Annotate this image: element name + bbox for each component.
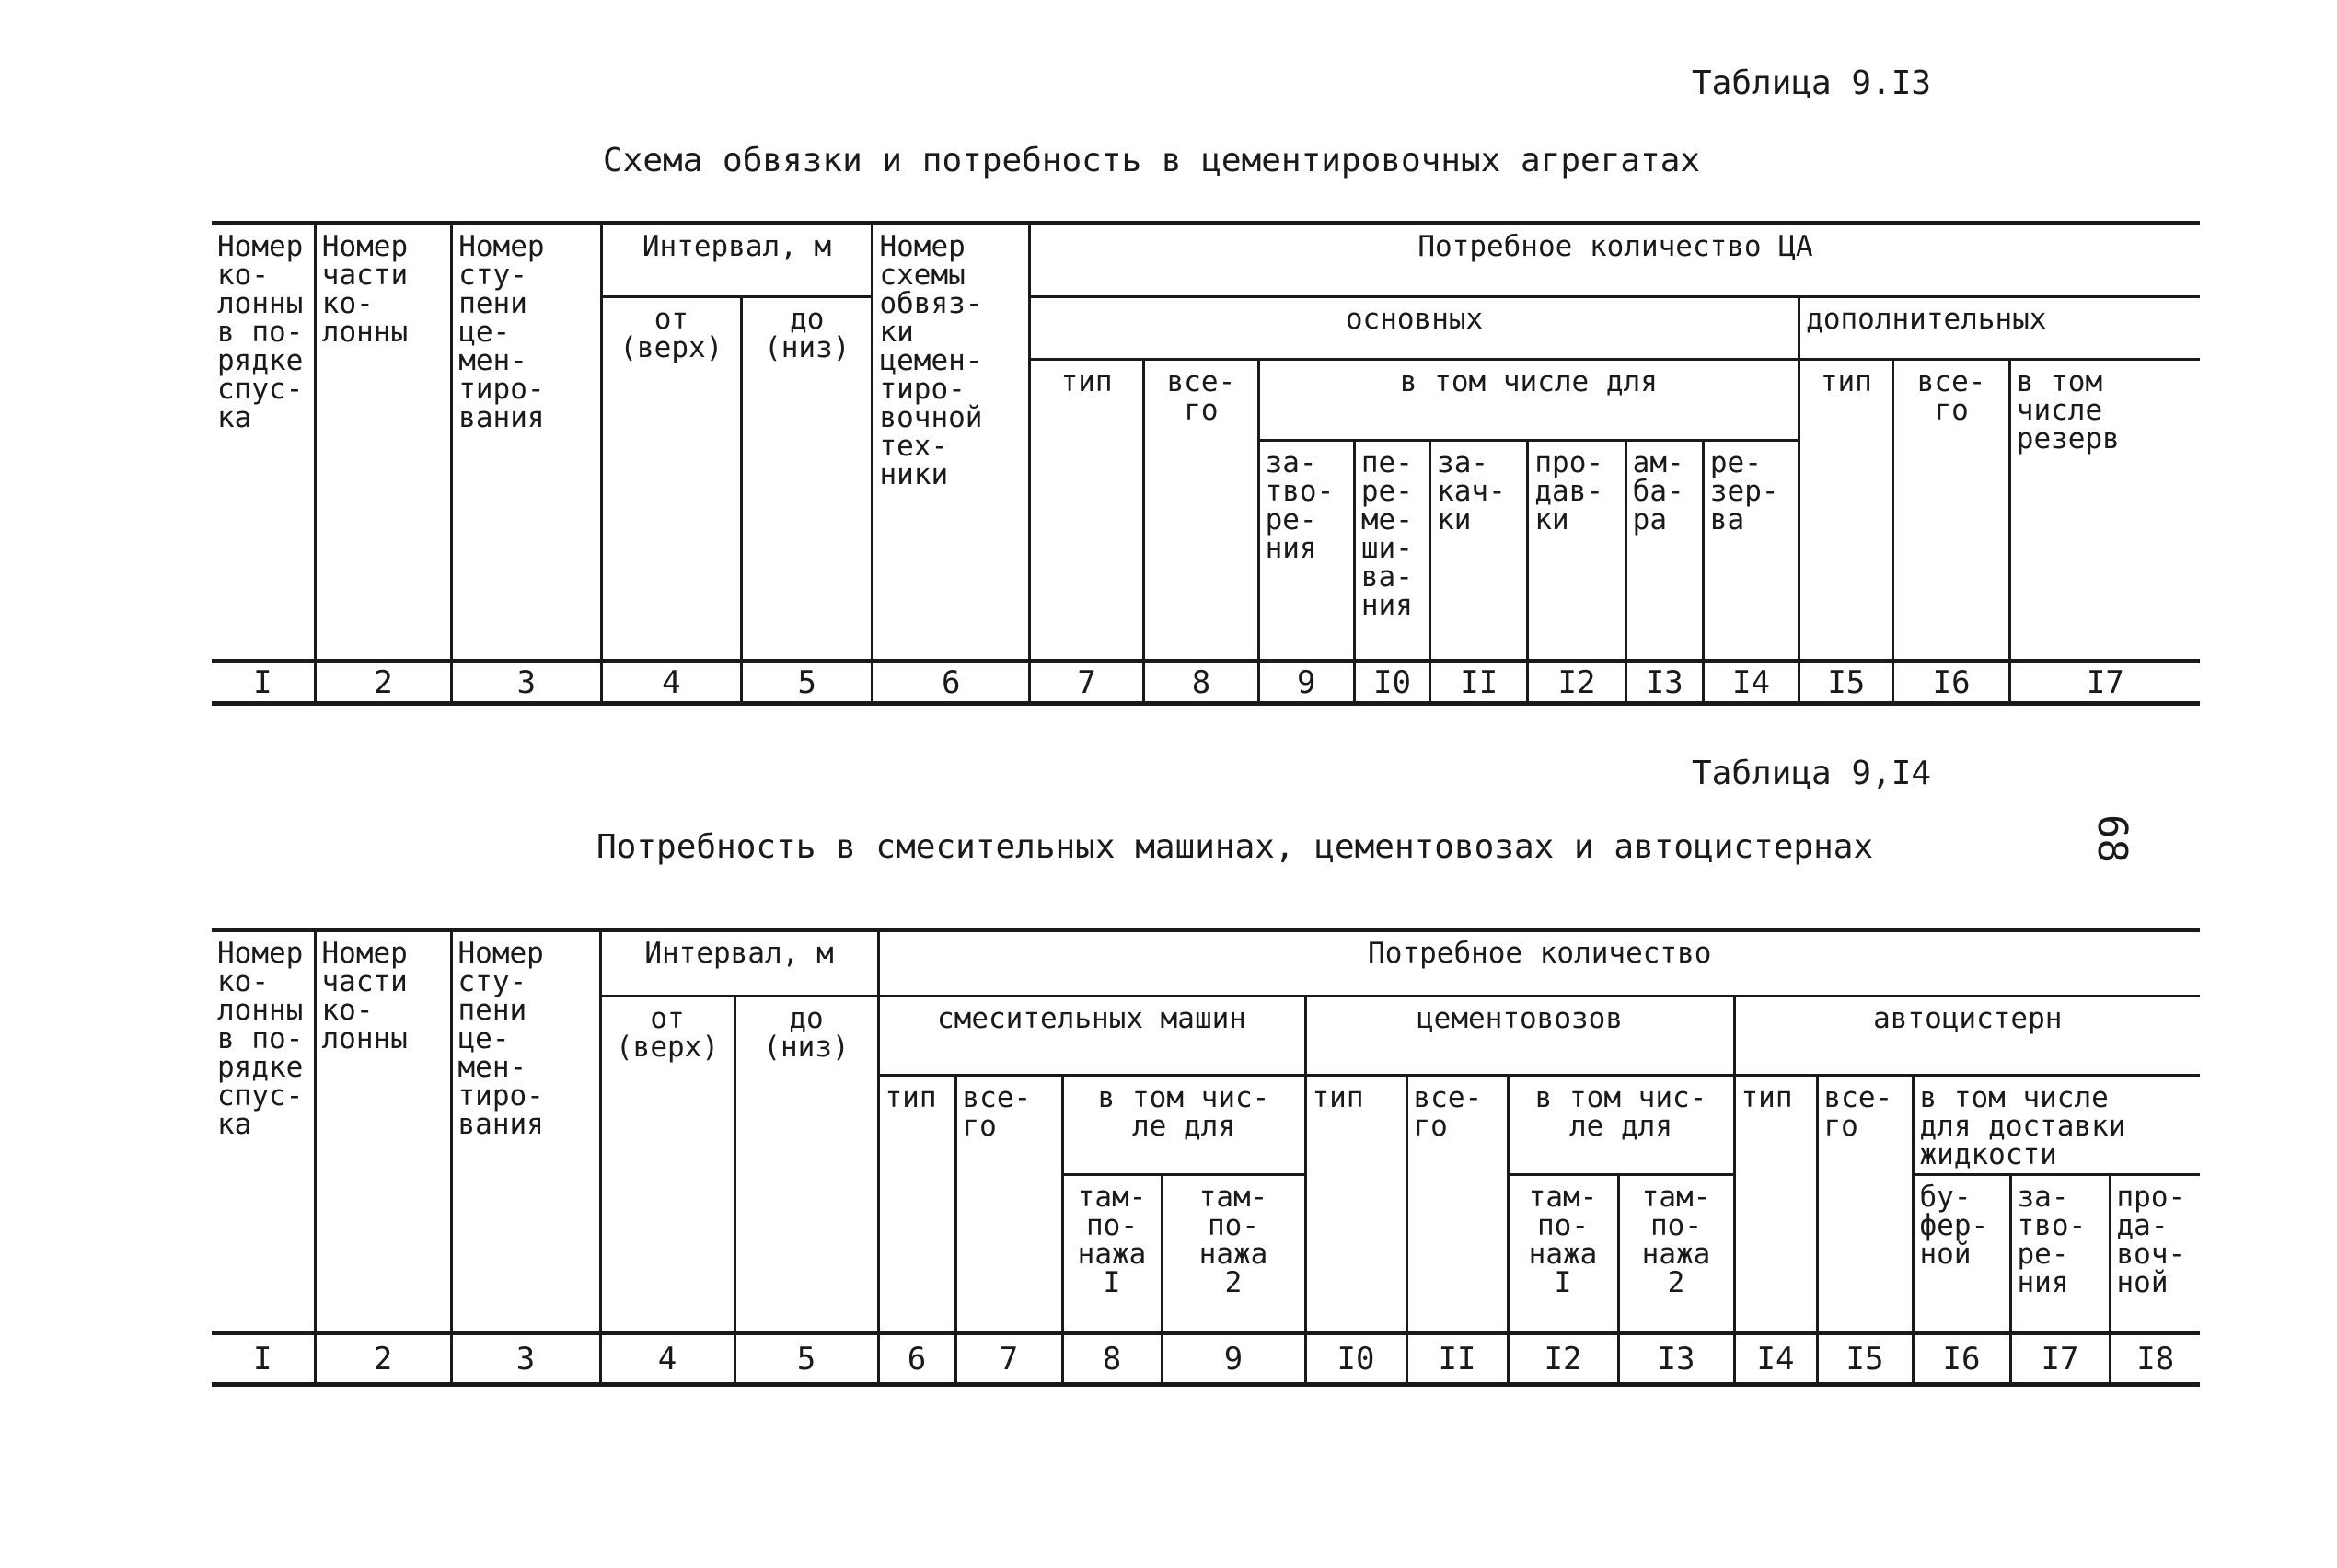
col-number: 8 bbox=[1062, 1333, 1162, 1385]
table2-title: Потребность в смесительных машинах, цементовозах и автоцистернах bbox=[596, 828, 1874, 866]
hdr-required: Потребное количество bbox=[878, 930, 2200, 997]
hdr-part-number: Номер части ко- лонны bbox=[315, 930, 451, 1333]
hdr-mix-including: в том чис- ле для bbox=[1062, 1076, 1305, 1175]
col-number: I bbox=[212, 1333, 315, 1385]
table2 bbox=[212, 928, 2200, 1387]
col-number: I2 bbox=[1508, 1333, 1618, 1385]
hdr-reserve: ре- зер- ва bbox=[1703, 441, 1799, 662]
col-number: I8 bbox=[2110, 1333, 2200, 1385]
table1-number-row bbox=[212, 662, 2200, 704]
hdr-mix-type: тип bbox=[878, 1076, 955, 1333]
col-number: 9 bbox=[1162, 1333, 1305, 1385]
table1 bbox=[212, 221, 2200, 706]
hdr-column-number: Номер ко- лонны в по- рядке спус- ка bbox=[212, 224, 315, 662]
hdr-type: тип bbox=[1029, 360, 1143, 662]
col-number: II bbox=[1406, 1333, 1508, 1385]
hdr-pumping: за- кач- ки bbox=[1430, 441, 1528, 662]
hdr-displacement: про- да- воч- ной bbox=[2110, 1175, 2200, 1333]
hdr-main: основных bbox=[1029, 297, 1799, 360]
col-number: I bbox=[212, 662, 315, 704]
col-number: 6 bbox=[878, 1333, 955, 1385]
page-number: 68 bbox=[2088, 814, 2135, 863]
col-number: I4 bbox=[1703, 662, 1799, 704]
hdr-stage-number: Номер сту- пени це- мен- тиро- вания bbox=[452, 224, 601, 662]
hdr-mixing: за- тво- ре- ния bbox=[2010, 1175, 2110, 1333]
col-number: 7 bbox=[1029, 662, 1143, 704]
hdr-cem-total: все- го bbox=[1406, 1076, 1508, 1333]
hdr-from-top: от (верх) bbox=[600, 997, 735, 1333]
table2-caption: Таблица 9,I4 bbox=[1692, 755, 1932, 792]
col-number: 3 bbox=[452, 662, 601, 704]
col-number: I6 bbox=[1893, 662, 2009, 704]
col-number: I7 bbox=[2010, 1333, 2110, 1385]
hdr-extra-total: все- го bbox=[1893, 360, 2009, 662]
hdr-mixing-machines: смесительных машин bbox=[878, 997, 1305, 1076]
hdr-mixing: за- тво- ре- ния bbox=[1258, 441, 1354, 662]
hdr-including-for: в том числе для bbox=[1258, 360, 1799, 441]
col-number: I0 bbox=[1305, 1333, 1406, 1385]
hdr-additional: дополнительных bbox=[1799, 297, 2200, 360]
hdr-part-number: Номер части ко- лонны bbox=[315, 224, 451, 662]
hdr-required-ca: Потребное количество ЦА bbox=[1029, 224, 2200, 297]
hdr-stage-number: Номер сту- пени це- мен- тиро- вания bbox=[451, 930, 600, 1333]
hdr-to-bottom: до (низ) bbox=[742, 297, 873, 662]
hdr-to-bottom: до (низ) bbox=[735, 997, 878, 1333]
hdr-tank-type: тип bbox=[1734, 1076, 1817, 1333]
col-number: I3 bbox=[1618, 1333, 1734, 1385]
col-number: 4 bbox=[600, 1333, 735, 1385]
table2-number-row bbox=[212, 1333, 2200, 1385]
hdr-cem-plug2: там- по- нажа 2 bbox=[1618, 1175, 1734, 1333]
col-number: 9 bbox=[1258, 662, 1354, 704]
hdr-scheme-number: Номер схемы обвяз- ки цемен- тиро- вочной тех- ники bbox=[873, 224, 1029, 662]
col-number: 7 bbox=[955, 1333, 1062, 1385]
col-number: 3 bbox=[451, 1333, 600, 1385]
col-number: 2 bbox=[315, 662, 451, 704]
hdr-buffer: бу- фер- ной bbox=[1913, 1175, 2010, 1333]
hdr-interval: Интервал, м bbox=[601, 224, 873, 297]
col-number: I2 bbox=[1528, 662, 1625, 704]
col-number: I7 bbox=[2009, 662, 2200, 704]
hdr-tank-trucks: автоцистерн bbox=[1734, 997, 2200, 1076]
hdr-tank-total: все- го bbox=[1817, 1076, 1913, 1333]
hdr-displacement: про- дав- ки bbox=[1528, 441, 1625, 662]
hdr-mix-plug2: там- по- нажа 2 bbox=[1162, 1175, 1305, 1333]
col-number: 8 bbox=[1144, 662, 1258, 704]
hdr-mix-plug1: там- по- нажа I bbox=[1062, 1175, 1162, 1333]
col-number: 6 bbox=[873, 662, 1029, 704]
hdr-pit: ам- ба- ра bbox=[1625, 441, 1703, 662]
col-number: I4 bbox=[1734, 1333, 1817, 1385]
hdr-cem-including: в том чис- ле для bbox=[1508, 1076, 1734, 1175]
hdr-extra-type: тип bbox=[1799, 360, 1893, 662]
hdr-column-number: Номер ко- лонны в по- рядке спус- ка bbox=[212, 930, 315, 1333]
col-number: 5 bbox=[735, 1333, 878, 1385]
col-number: I3 bbox=[1625, 662, 1703, 704]
col-number: II bbox=[1430, 662, 1528, 704]
hdr-cem-type: тип bbox=[1305, 1076, 1406, 1333]
hdr-cement-trucks: цементовозов bbox=[1305, 997, 1734, 1076]
hdr-including-reserve: в том числе резерв bbox=[2009, 360, 2200, 662]
col-number: I6 bbox=[1913, 1333, 2010, 1385]
col-number: 5 bbox=[742, 662, 873, 704]
col-number: 4 bbox=[601, 662, 741, 704]
table1-caption: Таблица 9.I3 bbox=[1692, 64, 1932, 102]
hdr-from-top: от (верх) bbox=[601, 297, 741, 662]
col-number: I0 bbox=[1354, 662, 1429, 704]
table1-title: Схема обвязки и потребность в цементировочных агрегатах bbox=[603, 142, 1701, 179]
hdr-stirring: пе- ре- ме- ши- ва- ния bbox=[1354, 441, 1429, 662]
hdr-mix-total: все- го bbox=[955, 1076, 1062, 1333]
hdr-cem-plug1: там- по- нажа I bbox=[1508, 1175, 1618, 1333]
col-number: I5 bbox=[1817, 1333, 1913, 1385]
hdr-tank-including: в том числе для доставки жидкости bbox=[1913, 1076, 2200, 1175]
hdr-total: все- го bbox=[1144, 360, 1258, 662]
col-number: I5 bbox=[1799, 662, 1893, 704]
col-number: 2 bbox=[315, 1333, 451, 1385]
hdr-interval: Интервал, м bbox=[600, 930, 878, 997]
